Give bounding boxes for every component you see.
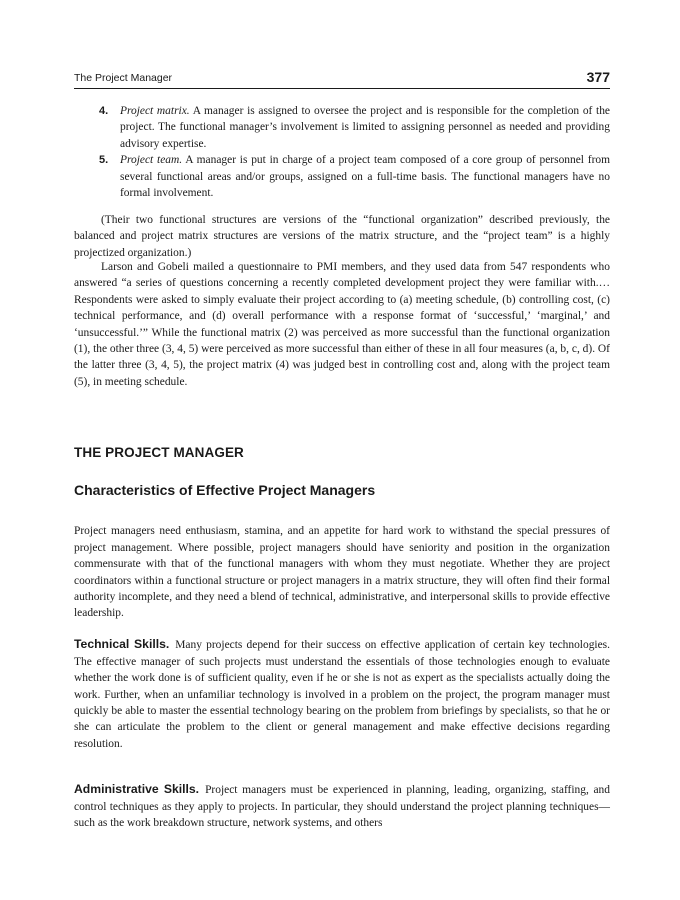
list-item-term: Project team. xyxy=(120,154,183,167)
paragraph-larson-gobeli: Larson and Gobeli mailed a questionnaire to PMI members, and they used data from 547 respondents who answered “a series of questions concerning a recently completed development project they were familiar with.… Respondents were asked to simply evaluate their project according to (a) meeting schedule, (b) controlling cost, (c) technical performance, and (d) overall performance with a response format of ‘successful,’ ‘marginal,’ and ‘unsuccessful.’” While the functional matrix (2) was perceived as more successful than the functional organization (1), the other three (3, 4, 5) were perceived as more successful than either of these in all four measures (a, b, c, d). Of the latter three (3, 4, 5), the project matrix (4) was judged best in controlling cost and, along with the project team (5), in meeting schedule. xyxy=(74,261,610,388)
paragraph-administrative-skills xyxy=(74,781,610,831)
list-item-term: Project matrix. xyxy=(120,105,190,117)
paragraph-structures-note: (Their two functional structures are versions of the “functional organization” described previously, the balanced and project matrix structures are versions of the matrix structure, and the “project team” is a highly projectized organization.) xyxy=(74,214,610,259)
list-item-project-team xyxy=(74,152,610,201)
subsection-heading: Characteristics of Effective Project Managers xyxy=(74,482,376,498)
list-item-number: 4. xyxy=(99,105,109,117)
paragraph-characteristics: Project managers need enthusiasm, stamina, and an appetite for hard work to withstand the special pressures of project management. Where possible, project managers should have seniority and position in the organization commensurate with that of the functional managers with whom they must negotiate. Whether they are project coordinators within a functional structure or project managers in a matrix structure, they will often find their formal authority incomplete, and they need a blend of technical, administrative, and interpersonal skills to provide effective leadership. xyxy=(74,525,610,620)
paragraph-technical-text: Many projects depend for their success on effective application of certain key technologies. The effective manager of such projects must understand the essentials of those technologies enough to evaluate whether the work done is of sufficient quality, even if he or she is not as expert as the specialists actually doing the work. Further, when an unfamiliar technology is involved in a problem on the project, the program manager must quickly be able to master the essential technology bearing on the problem from briefings by specialists, so that he or she can articulate the problem to the client or general management and make effective decisions regarding resolution. xyxy=(74,639,610,750)
run-in-heading-administrative: Administrative Skills. xyxy=(74,782,200,797)
paragraph-administrative-text: Project managers must be experienced in planning, leading, organizing, staffing, and control techniques as they apply to projects. In particular, they should understand the project planning techniques—such as the work breakdown structure, network systems, and others xyxy=(74,784,610,830)
running-title: The Project Manager xyxy=(74,72,173,84)
list-item-text: A manager is put in charge of a project team composed of a core group of personnel from several functional areas and/or groups, assigned on a full-time basis. The functional managers have no formal involvement. xyxy=(120,154,610,200)
list-item-project-matrix xyxy=(74,103,610,152)
list-item-text: A manager is assigned to oversee the project and is responsible for the completion of the project. The functional manager’s involvement is limited to assigning personnel as needed and providing advisory expertise. xyxy=(120,105,610,150)
numbered-list xyxy=(74,103,610,201)
section-heading: THE PROJECT MANAGER xyxy=(74,445,244,460)
page-number: 377 xyxy=(586,69,610,85)
running-header xyxy=(74,70,610,89)
list-item-number: 5. xyxy=(99,154,109,167)
run-in-heading-technical: Technical Skills. xyxy=(74,637,170,652)
paragraph-technical-skills xyxy=(74,636,610,752)
